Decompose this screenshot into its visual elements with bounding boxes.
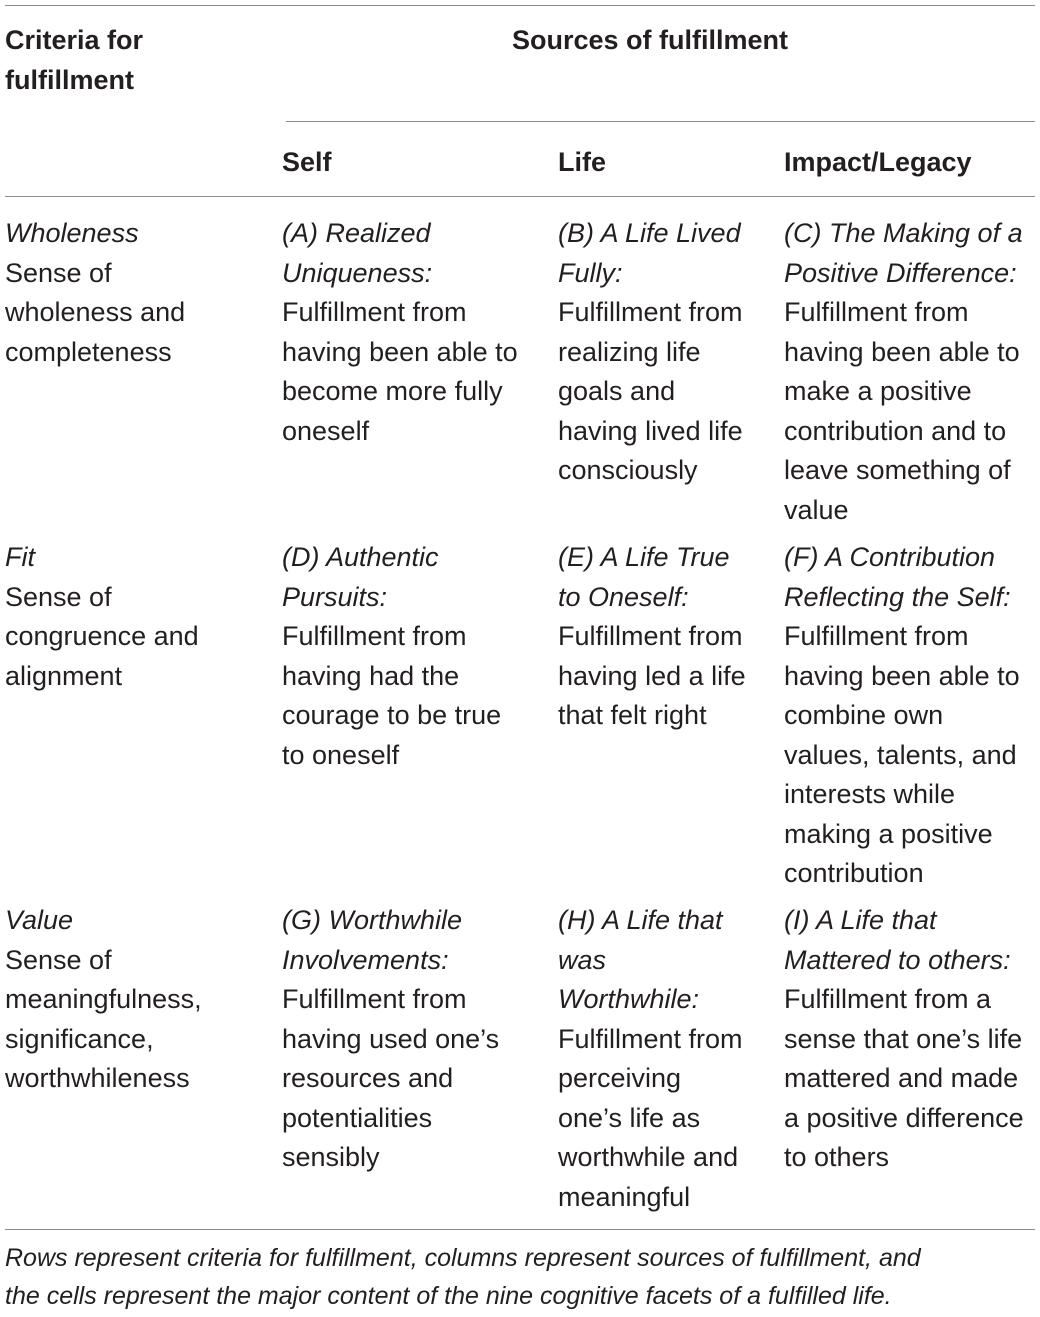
facet-body-line: sensibly — [282, 1142, 380, 1172]
column-header-self: Self — [282, 147, 332, 177]
table-bottom-rule — [5, 1229, 1035, 1230]
criterion-description-line: Sense of — [5, 257, 112, 288]
criterion-description-line: Sense of — [5, 581, 112, 612]
facet-body-line: having been able to — [784, 336, 1020, 367]
facet-body-line: having lived life — [558, 415, 743, 446]
facet-body-line: worthwhile and — [558, 1142, 739, 1172]
facet-body-line: make a positive — [784, 376, 972, 406]
facet-cell — [282, 901, 499, 1178]
facet-body-line: contribution — [784, 858, 924, 888]
facet-title-line: Uniqueness: — [282, 257, 433, 288]
column-header-impact-legacy: Impact/Legacy — [784, 147, 972, 177]
facet-body-line: combine own — [784, 700, 944, 730]
criterion-description-line: wholeness and — [5, 297, 186, 327]
facet-body-line: Fulfillment from — [558, 621, 743, 651]
facet-title-line: (A) Realized — [282, 218, 431, 248]
facet-title-line: was — [558, 944, 607, 975]
facet-cell — [558, 538, 746, 736]
facet-body-line: having led a life — [558, 660, 746, 691]
facet-body-line: consciously — [558, 455, 698, 485]
facet-body-line: leave something of — [784, 455, 1011, 485]
facet-body-line: goals and — [558, 376, 676, 406]
facet-body-line: become more fully — [282, 376, 503, 406]
footnote-line: Rows represent criteria for fulfillment, columns represent sources of fulfillment, and — [5, 1244, 921, 1272]
facet-body-line: realizing life — [558, 336, 701, 367]
facet-title-line: (G) Worthwhile — [282, 905, 463, 935]
facet-body-line: resources and — [282, 1063, 454, 1093]
criterion-cell — [5, 214, 185, 372]
criterion-description-line: meaningfulness, — [5, 984, 202, 1014]
facet-cell — [558, 901, 743, 1217]
facet-body-line: mattered and made — [784, 1063, 1019, 1093]
facet-body-line: having been able to — [784, 660, 1020, 691]
criterion-cell — [5, 538, 199, 696]
facet-cell — [282, 538, 501, 775]
facet-body-line: courage to be true — [282, 700, 502, 730]
facet-body-line: values, talents, and — [784, 739, 1017, 770]
facet-body-line: sense that one’s life — [784, 1023, 1023, 1054]
criterion-name: Value — [5, 905, 74, 935]
criterion-description-line: completeness — [5, 336, 172, 367]
facet-title-line: (F) A Contribution — [784, 542, 996, 572]
facet-cell — [558, 214, 743, 491]
facet-cell — [282, 214, 518, 451]
facet-body-line: making a positive — [784, 818, 993, 849]
criterion-description-line: alignment — [5, 660, 123, 691]
facet-cell — [784, 538, 1020, 894]
facet-body-line: contribution and to — [784, 415, 1007, 446]
facet-body-line: potentialities — [282, 1102, 433, 1133]
facet-body-line: Fulfillment from — [784, 297, 969, 327]
facet-body-line: Fulfillment from — [282, 984, 467, 1014]
facet-cell — [784, 214, 1023, 530]
facet-title-line: (B) A Life Lived — [558, 218, 741, 248]
top-rule — [5, 5, 1035, 6]
facet-body-line: one’s life as — [558, 1102, 701, 1133]
facet-body-line: that felt right — [558, 700, 707, 730]
criterion-description-line: worthwhileness — [5, 1063, 190, 1093]
facet-cell — [784, 901, 1024, 1178]
facet-body-line: meaningful — [558, 1181, 691, 1212]
facet-body-line: Fulfillment from — [784, 621, 969, 651]
facet-body-line: value — [784, 494, 849, 525]
facet-body-line: a positive difference — [784, 1102, 1024, 1133]
facet-title-line: (C) The Making of a — [784, 218, 1023, 248]
sources-underline-rule — [286, 121, 1035, 122]
criterion-description-line: Sense of — [5, 944, 112, 975]
criterion-cell — [5, 901, 202, 1099]
facet-title-line: Positive Difference: — [784, 257, 1017, 288]
criteria-header-line: Criteria for — [5, 25, 144, 55]
facet-body-line: having had the — [282, 660, 460, 691]
sources-header: Sources of fulfillment — [512, 25, 789, 55]
facet-title-line: Reflecting the Self: — [784, 581, 1011, 612]
facet-title-line: Involvements: — [282, 944, 449, 975]
facet-title-line: (E) A Life True — [558, 542, 730, 572]
header-bottom-rule — [5, 196, 1035, 197]
facet-body-line: Fulfillment from a — [784, 984, 992, 1014]
facet-body-line: Fulfillment from — [282, 621, 467, 651]
criterion-description-line: significance, — [5, 1023, 154, 1054]
facet-body-line: having been able to — [282, 336, 518, 367]
facet-title-line: Pursuits: — [282, 581, 388, 612]
facet-body-line: perceiving — [558, 1063, 682, 1093]
table-footnote — [5, 1239, 921, 1315]
column-header-life: Life — [558, 147, 607, 177]
facet-body-line: having used one’s — [282, 1023, 500, 1054]
footnote-line: the cells represent the major content of the nine cognitive facets of a fulfilled life. — [5, 1282, 892, 1310]
criteria-header — [5, 21, 143, 100]
criterion-name: Wholeness — [5, 218, 139, 248]
criterion-description-line: congruence and — [5, 621, 199, 651]
facet-title-line: (D) Authentic — [282, 542, 439, 572]
facet-title-line: Fully: — [558, 257, 623, 288]
facet-title-line: (H) A Life that — [558, 905, 723, 935]
criterion-name: Fit — [5, 542, 35, 572]
facet-body-line: to others — [784, 1142, 890, 1172]
facet-body-line: Fulfillment from — [282, 297, 467, 327]
facet-body-line: Fulfillment from — [558, 1023, 743, 1054]
facet-title-line: Worthwhile: — [558, 984, 700, 1014]
facet-body-line: Fulfillment from — [558, 297, 743, 327]
facet-title-line: Mattered to others: — [784, 944, 1011, 975]
facet-body-line: oneself — [282, 415, 370, 446]
facet-title-line: to Oneself: — [558, 581, 689, 612]
facet-body-line: to oneself — [282, 739, 400, 770]
criteria-header-line: fulfillment — [5, 64, 134, 95]
facet-body-line: interests while — [784, 779, 956, 809]
facet-title-line: (I) A Life that — [784, 905, 937, 935]
